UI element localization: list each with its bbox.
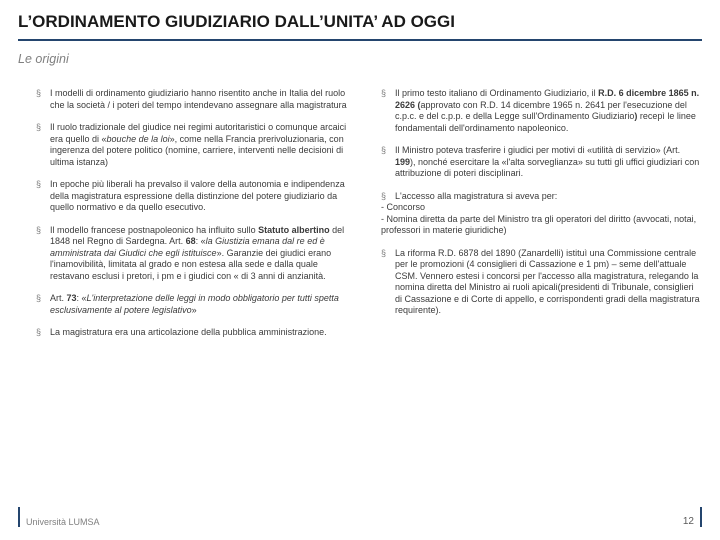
slide-subtitle: Le origini bbox=[18, 52, 69, 66]
bullet-text: La riforma R.D. 6878 del 1890 (Zanardelli) istituì una Commissione centrale per le promozioni (4 consiglieri di Cassazione e 1 pm) – seme dell'attuale CSM. Vennero estesi i concorsi per l'accesso alla magistratura, relegando la nomina diretta del Ministro ai ruoli apicali(presidenti di Tribunale, consiglieri di Cassazione e di Corte di appello, e corrispondenti gradi della magistratura requirente). bbox=[395, 247, 700, 315]
footer-institution: Università LUMSA bbox=[26, 517, 100, 527]
bullet-marker: § bbox=[36, 88, 42, 98]
bullet-item bbox=[36, 327, 357, 339]
bullet-item bbox=[381, 145, 702, 180]
slide-body bbox=[0, 66, 720, 350]
bullet-marker: § bbox=[36, 179, 42, 189]
bullet-item bbox=[381, 88, 702, 134]
bullet-item bbox=[36, 225, 357, 283]
bullet-item bbox=[36, 179, 357, 214]
footer-right-bar bbox=[700, 507, 702, 527]
bullet-item bbox=[381, 248, 702, 317]
bullet-item bbox=[36, 293, 357, 316]
bullet-marker: § bbox=[36, 122, 42, 132]
bullet-text: Il primo testo italiano di Ordinamento Giudiziario, il R.D. 6 dicembre 1865 n. 2626 (approvato con R.D. 14 dicembre 1965 n. 2641 per l'esecuzione del c.p.c. e del c.p.p. e della Legge sull'Ordinamento Giudiziario) recepì le linee fondamentali dell'ordinamento napoleonico. bbox=[395, 88, 700, 133]
bullet-item bbox=[36, 122, 357, 168]
bullet-text: L'accesso alla magistratura si aveva per: - Concorso - Nomina diretta da parte del Ministro tra gli operatori del diritto (avvocati, notai, professori in materie giuridiche) bbox=[395, 191, 702, 237]
footer-page bbox=[683, 507, 702, 527]
bullet-text: La magistratura era una articolazione della pubblica amministrazione. bbox=[50, 327, 327, 337]
title-divider bbox=[18, 39, 702, 41]
bullet-marker: § bbox=[36, 224, 42, 235]
bullet-marker: § bbox=[381, 88, 387, 98]
bullet-text: In epoche più liberali ha prevalso il valore della autonomia e indipendenza della magistratura espressione della distinzione del potere giudiziario da quello normativo e da quello esecutivo. bbox=[50, 179, 345, 212]
right-column bbox=[381, 88, 702, 350]
bullet-item bbox=[36, 88, 357, 111]
left-column bbox=[18, 88, 357, 350]
bullet-item bbox=[381, 191, 702, 237]
bullet-text: Art. 73: «L'interpretazione delle leggi in modo obbligatorio per tutti spetta esclusivamente al potere legislativo» bbox=[50, 293, 339, 315]
slide-header bbox=[0, 0, 720, 66]
bullet-subitem: - Concorso bbox=[381, 202, 426, 212]
bullet-text: Il Ministro poteva trasferire i giudici per motivi di «utilità di servizio» (Art. 199), nonché esercitare la «l'alta sorveglianza» su tutti gli uffici giudiziari con attribuzione di poteri disciplinari. bbox=[395, 145, 700, 178]
bullet-text: I modelli di ordinamento giudiziario hanno risentito anche in Italia del ruolo che la società / i poteri del tempo intendevano assegnare alla magistratura bbox=[50, 88, 347, 110]
bullet-marker: § bbox=[381, 247, 387, 258]
slide-title: L’ORDINAMENTO GIUDIZIARIO DALL’UNITA’ AD OGGI bbox=[18, 12, 455, 31]
bullet-marker: § bbox=[36, 293, 42, 303]
footer bbox=[18, 507, 100, 527]
page-number: 12 bbox=[682, 516, 694, 527]
bullet-marker: § bbox=[381, 190, 387, 201]
bullet-marker: § bbox=[381, 145, 387, 155]
bullet-text: Il modello francese postnapoleonico ha influito sullo Statuto albertino del 1848 nel Regno di Sardegna. Art. 68: «la Giustizia emana dal re ed è amministrata dai Giudici che egli istituisce». Garanzie dei giudici erano l'inamovibilità, limitata al grado e non estesa alla sede e dalla quale restavano esclusi i pretori, i pm e i giudici con « di 3 anni di anzianità. bbox=[50, 224, 345, 281]
footer-left-bar bbox=[18, 507, 20, 527]
bullet-text: Il ruolo tradizionale del giudice nei regimi autoritaristici o comunque arcaici era quello di «bouche de la loi», come nella Francia prerivoluzionaria, con ingerenza del potere politico (nomine, carriere, interventi nelle decisioni di ultima istanza) bbox=[50, 122, 347, 167]
bullet-subitem: - Nomina diretta da parte del Ministro tra gli operatori del diritto (avvocati, notai, professori in materie giuridiche) bbox=[381, 213, 697, 235]
bullet-marker: § bbox=[36, 327, 42, 337]
